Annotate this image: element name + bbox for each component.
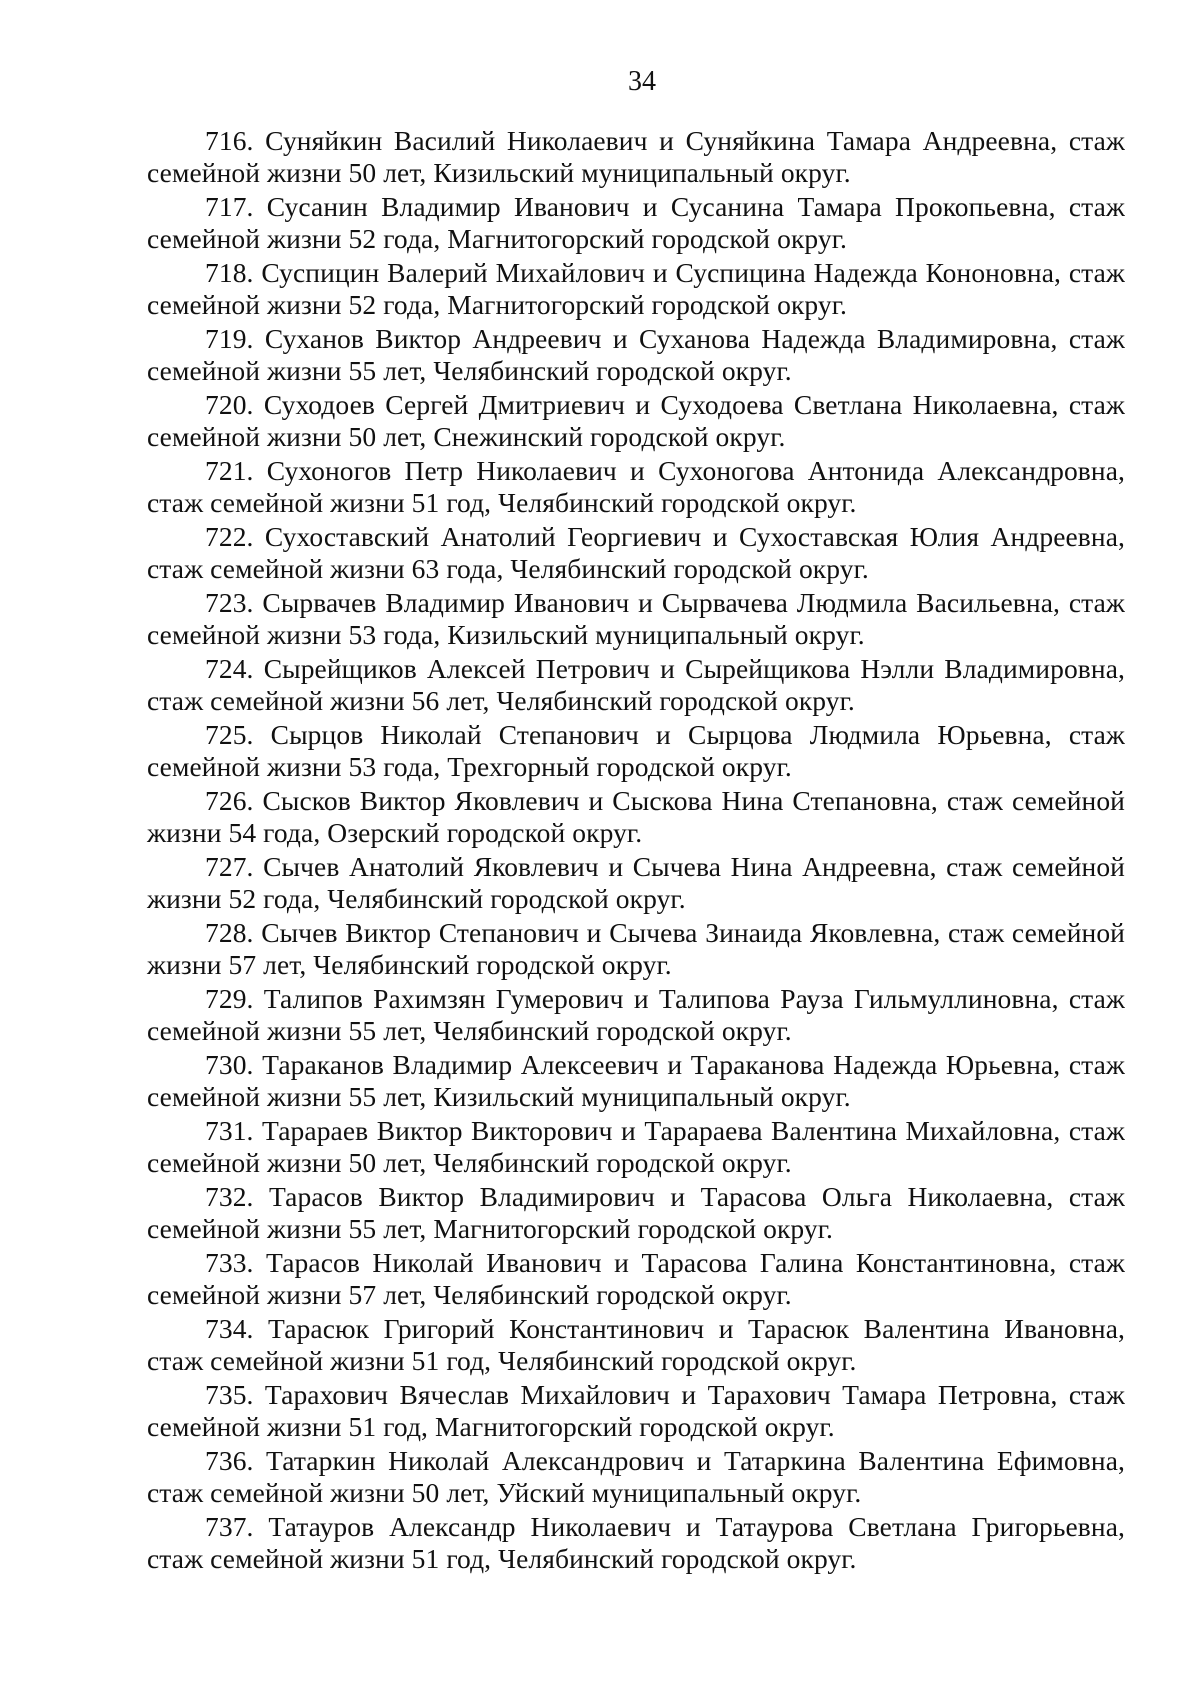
list-item: 717. Сусанин Владимир Иванович и Сусанина Тамара Прокопьевна, стаж семейной жизни 52 года, Магнитогорский городской округ. (147, 191, 1125, 254)
list-item: 720. Суходоев Сергей Дмитриевич и Суходоева Светлана Николаевна, стаж семейной жизни 50 лет, Снежинский городской округ. (147, 389, 1125, 452)
list-item: 728. Сычев Виктор Степанович и Сычева Зинаида Яковлевна, стаж семейной жизни 57 лет, Челябинский городской округ. (147, 917, 1125, 980)
list-item: 719. Суханов Виктор Андреевич и Суханова Надежда Владимировна, стаж семейной жизни 55 лет, Челябинский городской округ. (147, 323, 1125, 386)
list-item: 735. Тарахович Вячеслав Михайлович и Тарахович Тамара Петровна, стаж семейной жизни 51 год, Магнитогорский городской округ. (147, 1379, 1125, 1442)
list-item: 727. Сычев Анатолий Яковлевич и Сычева Нина Андреевна, стаж семейной жизни 52 года, Челябинский городской округ. (147, 851, 1125, 914)
list-item: 732. Тарасов Виктор Владимирович и Тарасова Ольга Николаевна, стаж семейной жизни 55 лет, Магнитогорский городской округ. (147, 1181, 1125, 1244)
list-item: 726. Сысков Виктор Яковлевич и Сыскова Нина Степановна, стаж семейной жизни 54 года, Озерский городской округ. (147, 785, 1125, 848)
list-item: 725. Сырцов Николай Степанович и Сырцова Людмила Юрьевна, стаж семейной жизни 53 года, Трехгорный городской округ. (147, 719, 1125, 782)
list-item: 721. Сухоногов Петр Николаевич и Сухоногова Антонида Александровна, стаж семейной жизни 51 год, Челябинский городской округ. (147, 455, 1125, 518)
entry-list (147, 125, 1125, 1577)
list-item: 718. Суспицин Валерий Михайлович и Суспицина Надежда Кононовна, стаж семейной жизни 52 года, Магнитогорский городской округ. (147, 257, 1125, 320)
list-item: 730. Тараканов Владимир Алексеевич и Тараканова Надежда Юрьевна, стаж семейной жизни 55 лет, Кизильский муниципальный округ. (147, 1049, 1125, 1112)
list-item: 722. Сухоставский Анатолий Георгиевич и Сухоставская Юлия Андреевна, стаж семейной жизни 63 года, Челябинский городской округ. (147, 521, 1125, 584)
list-item: 724. Сырейщиков Алексей Петрович и Сырейщикова Нэлли Владимировна, стаж семейной жизни 56 лет, Челябинский городской округ. (147, 653, 1125, 716)
list-item: 736. Татаркин Николай Александрович и Татаркина Валентина Ефимовна, стаж семейной жизни 50 лет, Уйский муниципальный округ. (147, 1445, 1125, 1508)
page-number: 34 (628, 66, 656, 97)
list-item: 734. Тарасюк Григорий Константинович и Тарасюк Валентина Ивановна, стаж семейной жизни 51 год, Челябинский городской округ. (147, 1313, 1125, 1376)
list-item: 723. Сырвачев Владимир Иванович и Сырвачева Людмила Васильевна, стаж семейной жизни 53 года, Кизильский муниципальный округ. (147, 587, 1125, 650)
list-item: 737. Татауров Александр Николаевич и Татаурова Светлана Григорьевна, стаж семейной жизни 51 год, Челябинский городской округ. (147, 1511, 1125, 1574)
list-item: 733. Тарасов Николай Иванович и Тарасова Галина Константиновна, стаж семейной жизни 57 лет, Челябинский городской округ. (147, 1247, 1125, 1310)
list-item: 716. Суняйкин Василий Николаевич и Суняйкина Тамара Андреевна, стаж семейной жизни 50 лет, Кизильский муниципальный округ. (147, 125, 1125, 188)
list-item: 729. Талипов Рахимзян Гумерович и Талипова Рауза Гильмуллиновна, стаж семейной жизни 55 лет, Челябинский городской округ. (147, 983, 1125, 1046)
list-item: 731. Тарараев Виктор Викторович и Тарараева Валентина Михайловна, стаж семейной жизни 50 лет, Челябинский городской округ. (147, 1115, 1125, 1178)
